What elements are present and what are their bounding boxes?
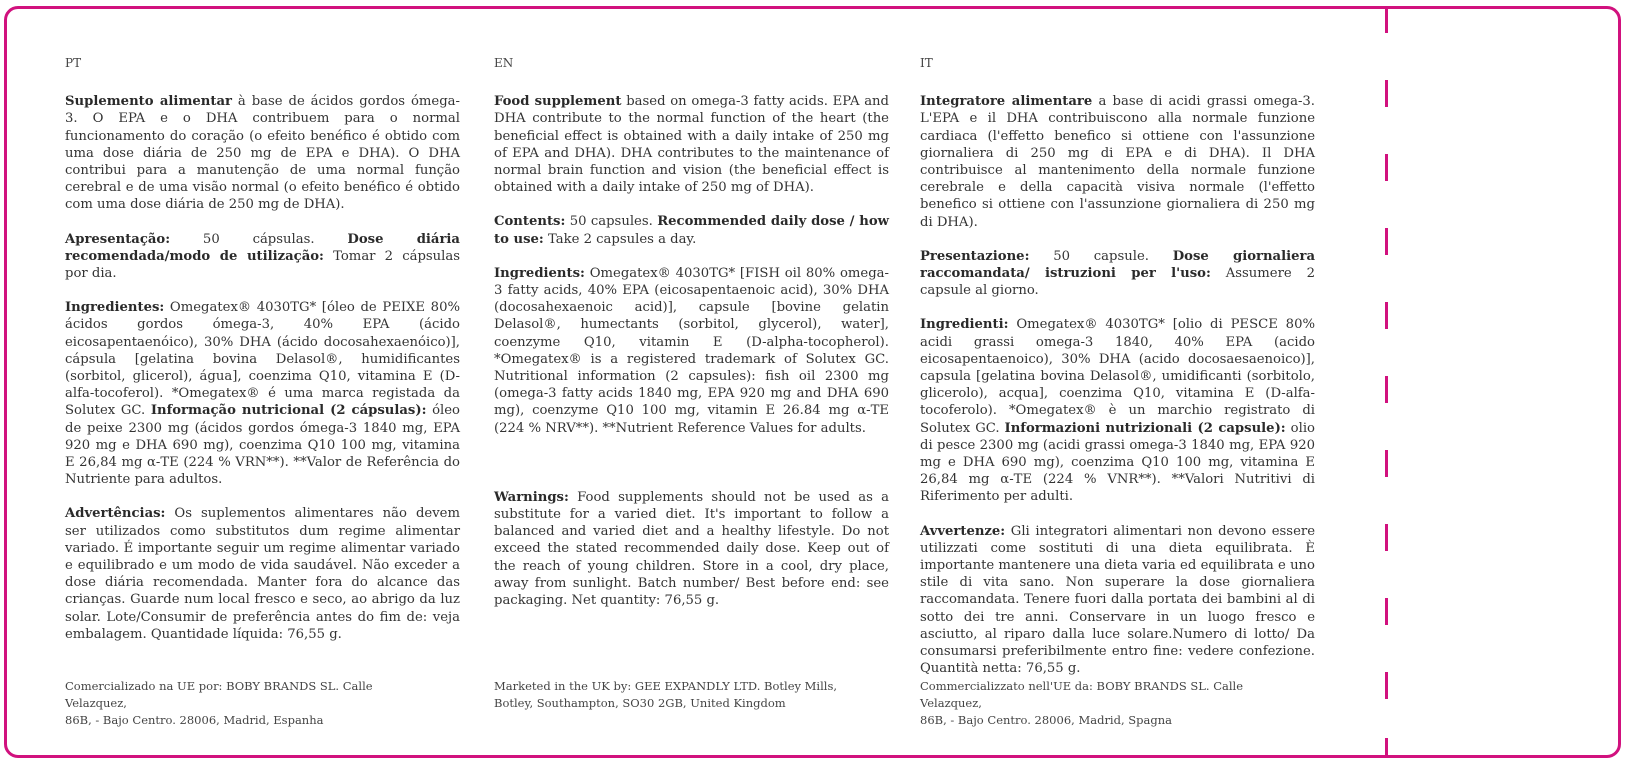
nutrition-text: óleo de peixe 2300 mg (ácidos gordos ómega-3 1840 mg, EPA 920 mg e DHA 690 mg), coenzima Q10 100 mg, vitamina E 26,84 mg α-TE (224 % VRN**). **Valor de Referência do Nutriente para adultos.: [65, 403, 460, 488]
description-text: à base de ácidos gordos ómega-3. O EPA e o DHA contribuem para o normal funcionamento do coração (o efeito benéfico é obtido com uma dose diária de 250 mg de EPA e DHA). O DHA contribui para a manutenção de uma normal função cerebral e de uma visão normal (o efeito benéfico é obtido com uma dose diária de 250 mg de DHA).: [65, 94, 460, 213]
footer-line: Commercializzato nell'UE da: BOBY BRANDS SL. Calle Velazquez,: [920, 679, 1244, 710]
cut-line-dash: [1385, 524, 1388, 551]
warnings-text: Os suplementos alimentares não devem ser utilizados como substitutos dum regime alimentar variado. É importante seguir um regime alimentar variado e equilibrado e um modo de vida saudável. Não exceder a dose diária recomendada. Manter fora do alcance das crianças. Guarde num local fresco e seco, ao abrigo da luz solar. Lote/Consumir de preferência antes do fim de: veja embalagem. Quantidade líquida: 76,55 g.: [65, 506, 460, 642]
dose-text: Take 2 capsules a day.: [543, 231, 697, 247]
warnings-heading: Advertências:: [65, 506, 166, 522]
cut-line-dash: [1385, 376, 1388, 403]
ingredients-paragraph: [920, 316, 1315, 505]
column-it: [920, 55, 1315, 678]
warnings-paragraph: [920, 523, 1315, 678]
dose-text: Tomar 2 cápsulas por dia.: [65, 248, 460, 282]
footer-line: Botley, Southampton, SO30 2GB, United Kingdom: [494, 696, 786, 710]
ingredients-text: Omegatex® 4030TG* [óleo de PEIXE 80% ácidos gordos ómega-3, 40% EPA (ácido eicosapentaenóico), 30% DHA (ácido docosahexaenóico)], cápsula [gelatina bovina Delasol®, humidificantes (sorbitol, glicerol), água], coenzima Q10, vitamina E (D-alfa-tocoferol). *Omegatex® é uma marca registada da Solutex GC.: [65, 300, 460, 419]
cut-line-dash: [1385, 6, 1388, 33]
language-code: PT: [65, 56, 82, 70]
description-text: based on omega-3 fatty acids. EPA and DHA contribute to the normal function of the heart (the beneficial effect is obtained with a daily intake of 250 mg of EPA and DHA). DHA contributes to the maintenance of normal brain function and vision (the beneficial effect is obtained with a daily intake of 250 mg of DHA).: [494, 94, 889, 196]
ingredients-heading: Ingredients:: [494, 265, 585, 281]
description-paragraph: [494, 93, 889, 196]
footer-line: Marketed in the UK by: GEE EXPANDLY LTD. Botley Mills,: [494, 679, 838, 693]
dose-heading: Dose giornaliera raccomandata/ istruzioni per l'uso:: [920, 248, 1315, 282]
cut-line-dash: [1385, 228, 1388, 255]
footer-distributor-it: [920, 678, 1280, 729]
nutrition-heading: Informação nutricional (2 cápsulas):: [150, 403, 427, 419]
cut-line-dash: [1385, 672, 1388, 699]
presentation-heading: Presentazione:: [920, 248, 1030, 264]
description-text: a base di acidi grassi omega-3. L'EPA e il DHA contribuiscono alla normale funzione cardiaca (l'effetto benefico si ottiene con l'assunzione giornaliera di 250 mg di EPA e di DHA). Il DHA contribuisce al mantenimento della normale funzione cerebrale e della capacità visiva normale (l'effetto benefico si ottiene con l'assunzione giornaliera di 250 mg di DHA).: [920, 94, 1315, 230]
product-type: Integratore alimentare: [920, 94, 1093, 110]
cut-line-dash: [1385, 302, 1388, 329]
cut-line-dash: [1385, 598, 1388, 625]
presentation-paragraph: [494, 213, 889, 247]
presentation-heading: Contents:: [494, 214, 566, 230]
presentation-heading: Apresentação:: [65, 231, 171, 247]
column-pt: [65, 55, 460, 643]
nutrition-heading: Informazioni nutrizionali (2 capsule):: [1004, 420, 1286, 436]
cut-line-dash: [1385, 738, 1388, 758]
warnings-heading: Avvertenze:: [920, 523, 1006, 539]
language-code: IT: [920, 56, 933, 70]
warnings-paragraph: [494, 489, 889, 609]
column-en: [494, 55, 889, 609]
ingredients-heading: Ingredientes:: [65, 300, 165, 316]
warnings-text: Gli integratori alimentari non devono essere utilizzati come sostituti di una dieta equilibrata. È importante mantenere una dieta varia ed equilibrata e uno stile di vita sano. Non superare la dose giornaliera raccomandata. Tenere fuori dalla portata dei bambini al di sotto dei tre anni. Conservare in un luogo fresco e asciutto, al riparo dalla luce solare.Numero di lotto/ Da consumarsi preferibilmente entro fine: vedere confezione. Quantità netta: 76,55 g.: [920, 523, 1315, 677]
description-paragraph: [920, 93, 1315, 231]
description-paragraph: [65, 93, 460, 213]
cut-line-dash: [1385, 450, 1388, 477]
product-type: Suplemento alimentar: [65, 94, 232, 110]
presentation-text: 50 capsule.: [1029, 248, 1173, 264]
cut-line-dash: [1385, 154, 1388, 181]
footer-distributor-pt: [65, 678, 425, 729]
nutrition-text: olio di pesce 2300 mg (acidi grassi omega-3 1840 mg, EPA 920 mg e DHA 690 mg), coenzima Q10 100 mg, vitamina E 26,84 mg α-TE (224 % VNR**). **Valori Nutritivi di Riferimento per adulti.: [920, 420, 1315, 505]
footer-line: 86B, - Bajo Centro. 28006, Madrid, Espanha: [65, 713, 324, 727]
ingredients-paragraph: [65, 299, 460, 488]
dose-heading: Dose diária recomendada/modo de utilização:: [65, 231, 460, 264]
warnings-paragraph: [65, 505, 460, 643]
ingredients-text: Omegatex® 4030TG* [olio di PESCE 80% acidi grassi omega-3 1840, 40% EPA (acido eicosapentaenoico), 30% DHA (acido docosaesaenoico)], capsula [gelatina bovina Delasol®, umidificanti (sorbitolo, glicerolo), acqua], coenzima Q10, vitamina E (D-alfa-tocoferolo). *Omegatex® è un marchio registrato di Solutex GC.: [920, 317, 1315, 436]
presentation-paragraph: [920, 248, 1315, 300]
presentation-text: 50 cápsulas.: [170, 231, 348, 247]
footer-line: 86B, - Bajo Centro. 28006, Madrid, Spagna: [920, 713, 1173, 727]
dose-text: Assumere 2 capsule al giorno.: [920, 266, 1315, 299]
footer-distributor-en: [494, 678, 854, 712]
cut-line-dash: [1385, 80, 1388, 107]
warnings-text: Food supplements should not be used as a substitute for a varied diet. It's important to follow a balanced and varied diet and a healthy lifestyle. Do not exceed the stated recommended daily dose. Keep out of the reach of young children. Store in a cool, dry place, away from sunlight. Batch number/ Best before end: see packaging. Net quantity: 76,55 g.: [494, 489, 889, 609]
warnings-heading: Warnings:: [494, 489, 569, 505]
ingredients-heading: Ingredienti:: [920, 317, 1009, 333]
dose-heading: Recommended daily dose / how to use:: [494, 214, 890, 247]
presentation-text: 50 capsules.: [565, 214, 658, 230]
ingredients-paragraph: [494, 265, 889, 437]
footer-line: Comercializado na UE por: BOBY BRANDS SL. Calle Velazquez,: [65, 679, 373, 710]
language-code: EN: [494, 56, 514, 70]
presentation-paragraph: [65, 231, 460, 283]
product-type: Food supplement: [494, 94, 622, 110]
ingredients-text: Omegatex® 4030TG* [FISH oil 80% omega-3 fatty acids, 40% EPA (eicosapentaenoic acid), 30% DHA (docosahexaenoic acid)], capsule [bovine gelatin Delasol®, humectants (sorbitol, glycerol), water], coenzyme Q10, vitamin E (D-alpha-tocopherol). *Omegatex® is a registered trademark of Solutex GC. Nutritional information (2 capsules): fish oil 2300 mg (omega-3 fatty acids 1840 mg, EPA 920 mg and DHA 690 mg), coenzyme Q10 100 mg, vitamin E 26.84 mg α-TE (224 % NRV**). **Nutrient Reference Values for adults.: [494, 265, 889, 436]
